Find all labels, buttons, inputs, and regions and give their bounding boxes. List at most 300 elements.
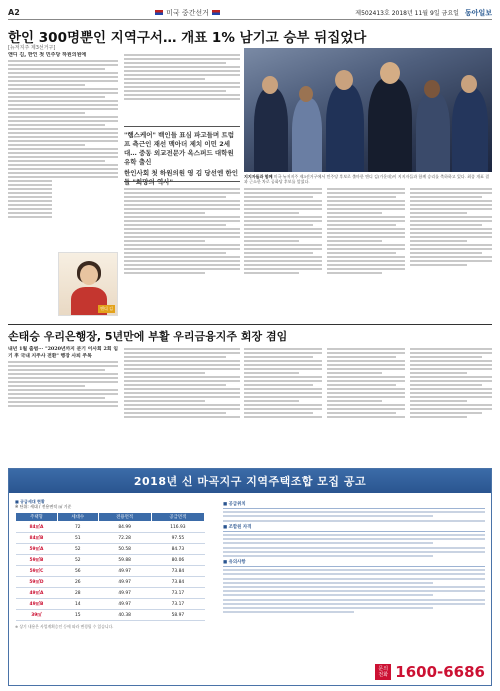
supply-table <box>15 512 205 621</box>
text-line <box>8 369 105 371</box>
text-line <box>244 372 299 374</box>
text-line <box>244 396 322 398</box>
text-line <box>8 212 52 214</box>
text-line <box>124 74 240 76</box>
table-cell: 84.73 <box>151 544 204 555</box>
table-cell: 80.06 <box>151 555 204 566</box>
text-line <box>244 388 322 390</box>
article-body-column <box>410 186 492 322</box>
text-line <box>327 372 382 374</box>
text-line <box>223 573 485 575</box>
text-line <box>244 360 322 362</box>
text-line <box>124 58 240 60</box>
text-line <box>8 152 118 154</box>
text-line <box>8 216 52 218</box>
text-line <box>327 392 405 394</box>
text-line <box>327 212 382 214</box>
text-line <box>244 252 313 254</box>
table-cell: 59㎡C <box>16 566 58 577</box>
text-line <box>244 272 299 274</box>
text-line <box>244 240 299 242</box>
text-line <box>8 100 118 102</box>
text-line <box>223 590 485 592</box>
section-label: 미국 중간선거 <box>155 8 220 18</box>
text-line <box>410 412 482 414</box>
text-line <box>124 408 240 410</box>
text-line <box>124 416 240 418</box>
table-cell: 116.93 <box>151 522 204 533</box>
text-line <box>327 416 405 418</box>
text-line <box>124 62 226 64</box>
text-line <box>410 212 467 214</box>
text-line <box>244 228 322 230</box>
text-line <box>124 192 240 194</box>
text-line <box>124 86 240 88</box>
text-line <box>223 555 433 557</box>
text-line <box>327 360 405 362</box>
table-cell: 84.99 <box>98 522 151 533</box>
text-line <box>124 66 240 68</box>
text-line <box>244 212 299 214</box>
text-line <box>8 104 118 106</box>
text-line <box>244 352 322 354</box>
text-line <box>223 578 485 580</box>
article-body-column <box>410 346 492 462</box>
text-line <box>8 156 118 158</box>
table-cell: 59㎡A <box>16 544 58 555</box>
text-line <box>244 256 322 258</box>
text-line <box>8 64 118 66</box>
table-cell: 49.97 <box>98 599 151 610</box>
text-line <box>124 200 240 202</box>
text-line <box>410 404 492 406</box>
text-line <box>244 368 322 370</box>
text-line <box>124 368 240 370</box>
text-line <box>8 112 85 114</box>
text-line <box>410 384 482 386</box>
text-line <box>124 380 240 382</box>
text-line <box>8 164 118 166</box>
text-line <box>124 188 240 190</box>
text-line <box>124 260 240 262</box>
text-line <box>410 244 492 246</box>
text-line <box>327 224 396 226</box>
page-header <box>8 6 492 20</box>
text-line <box>244 220 322 222</box>
text-line <box>244 268 322 270</box>
text-line <box>327 260 405 262</box>
text-line <box>8 140 118 142</box>
section-divider <box>8 324 492 325</box>
text-line <box>124 376 240 378</box>
text-line <box>124 90 226 92</box>
text-line <box>8 128 118 130</box>
text-line <box>244 348 322 350</box>
article-lead: 내년 1월 출범··· "2020년까지 분기 이사회 2회 임기 후 국내 지주사 전환" 행장 사퇴 주목 <box>8 346 118 359</box>
text-line <box>124 348 240 350</box>
text-line <box>124 204 240 206</box>
text-line <box>8 373 118 375</box>
text-line <box>410 416 467 418</box>
text-line <box>124 248 240 250</box>
table-cell: 59㎡B <box>16 555 58 566</box>
text-line <box>8 84 85 86</box>
text-line <box>410 376 492 378</box>
portrait-photo <box>58 252 118 316</box>
text-line <box>244 356 313 358</box>
text-line <box>327 400 382 402</box>
pull-quote: "햄스케어" 백인들 표심 파고들며 트럼프 측근인 재선 맥아더 제치 이민 2세대… 중동 외교전문가 옥스퍼드 대학원 유학 출신 한인사회 첫 하원의원 영 김 당선엔 한인들 "희망의 역사" <box>124 126 240 182</box>
text-line <box>327 368 405 370</box>
text-line <box>223 569 485 571</box>
article-body-column <box>8 346 118 462</box>
text-line <box>410 196 482 198</box>
article-body-column <box>327 346 405 462</box>
text-line <box>124 252 226 254</box>
text-line <box>410 256 492 258</box>
table-cell: 49㎡A <box>16 588 58 599</box>
text-line <box>244 224 313 226</box>
text-line <box>327 252 396 254</box>
text-line <box>244 400 299 402</box>
text-line <box>244 244 322 246</box>
us-flag-icon <box>155 10 163 15</box>
text-line <box>124 384 226 386</box>
table-cell: 49.97 <box>98 577 151 588</box>
text-line <box>124 98 240 100</box>
table-cell: 49.97 <box>98 566 151 577</box>
text-line <box>124 78 205 80</box>
table-cell: 73.17 <box>151 599 204 610</box>
rally-photo <box>244 48 492 172</box>
text-line <box>223 586 485 588</box>
text-line <box>8 385 85 387</box>
text-line <box>327 256 405 258</box>
text-line <box>8 80 118 82</box>
text-line <box>244 208 322 210</box>
text-line <box>410 188 492 190</box>
text-line <box>8 88 118 90</box>
text-line <box>8 144 85 146</box>
text-line <box>410 392 492 394</box>
text-line <box>124 228 240 230</box>
text-line <box>8 377 118 379</box>
text-line <box>223 582 433 584</box>
text-line <box>8 116 118 118</box>
table-cell: 14 <box>57 599 98 610</box>
text-line <box>410 232 492 234</box>
text-line <box>8 136 118 138</box>
text-line <box>410 260 492 262</box>
text-line <box>410 408 492 410</box>
text-line <box>244 416 322 418</box>
table-cell: 84㎡B <box>16 533 58 544</box>
ad-footnote: ※ 상기 내용은 사업계획승인 등에 따라 변경될 수 있습니다. <box>15 624 114 629</box>
text-line <box>327 404 405 406</box>
text-line <box>327 408 405 410</box>
table-row <box>16 555 205 566</box>
table-row <box>16 566 205 577</box>
contact-phone <box>375 663 485 681</box>
text-line <box>244 200 322 202</box>
newspaper-logo: 동아일보 <box>464 8 492 17</box>
table-cell: 56 <box>57 566 98 577</box>
text-line <box>327 220 405 222</box>
text-line <box>327 216 405 218</box>
table-header: 세대수 <box>57 513 98 522</box>
text-line <box>223 607 433 609</box>
text-line <box>327 412 396 414</box>
text-line <box>124 272 205 274</box>
table-cell: 40.38 <box>98 610 151 621</box>
text-line <box>124 216 240 218</box>
housing-advertisement <box>8 468 492 686</box>
text-line <box>327 384 396 386</box>
text-line <box>223 594 433 596</box>
text-line <box>410 228 492 230</box>
text-line <box>223 515 433 517</box>
text-line <box>124 240 205 242</box>
article-body-column <box>244 186 322 322</box>
text-line <box>124 264 240 266</box>
text-line <box>8 381 118 383</box>
text-line <box>223 534 485 536</box>
text-line <box>410 348 492 350</box>
article-body-column <box>124 52 240 122</box>
text-line <box>8 397 105 399</box>
text-line <box>410 208 492 210</box>
table-cell: 72 <box>57 522 98 533</box>
text-line <box>410 356 482 358</box>
text-line <box>410 248 492 250</box>
text-line <box>8 124 105 126</box>
text-line <box>410 380 492 382</box>
ad-supply-table-section: ■ 공급세대 현황 ※ 단위: 세대 / 전용면적 ㎡ 기준 주택형 세대수 전용면적 공급면적 84㎡A 72 84.99 116.93 84㎡B 51 72.28 97.55 59㎡A 52 50.58 84.73 59㎡B 52 59.88 80.06 59㎡C 56 49.97 73.84 59㎡D 26 49.97 73.84 49㎡A 28 49.97 73.17 49㎡B 14 49.97 73.17 39㎡ 15 40.38 58.97 ※ 상기 내용은 사업계획승인 등에 따라 변경될 수 있습니다. <box>15 499 215 629</box>
article-body-column <box>244 346 322 462</box>
text-line <box>244 264 322 266</box>
text-line <box>244 408 322 410</box>
text-line <box>8 132 118 134</box>
text-line <box>327 236 405 238</box>
text-line <box>244 260 322 262</box>
text-line <box>8 192 52 194</box>
text-line <box>327 228 405 230</box>
ad-details-section: ■ 공급위치 ■ 조합원 자격 ■ 유의사항 <box>223 499 485 615</box>
text-line <box>124 212 205 214</box>
portrait-name-tag: 앤디 김 <box>100 306 113 311</box>
text-line <box>124 236 240 238</box>
us-flag-icon <box>212 10 220 15</box>
table-cell: 59㎡D <box>16 577 58 588</box>
table-cell: 51 <box>57 533 98 544</box>
table-cell: 15 <box>57 610 98 621</box>
text-line <box>124 208 240 210</box>
text-line <box>327 272 382 274</box>
text-line <box>8 148 118 150</box>
text-line <box>327 200 405 202</box>
text-line <box>124 352 240 354</box>
text-line <box>327 264 405 266</box>
text-line <box>223 551 485 553</box>
text-line <box>327 380 405 382</box>
text-line <box>8 208 52 210</box>
text-line <box>8 92 118 94</box>
photo-caption: 지지자들과 함께 미국 뉴저지주 제3선거구에서 민주당 후보로 출마한 앤디 김(가운데)이 지지자들과 함께 승리를 축하하고 있다. 최종 개표 결과 근소한 차로 공화당 후보를 앞섰다. <box>244 174 490 184</box>
text-line <box>327 192 405 194</box>
text-line <box>8 176 118 178</box>
table-row <box>16 533 205 544</box>
text-line <box>327 240 382 242</box>
text-line <box>327 244 405 246</box>
table-cell: 97.55 <box>151 533 204 544</box>
text-line <box>8 96 105 98</box>
text-line <box>410 216 492 218</box>
table-header: 주택형 <box>16 513 58 522</box>
table-header: 공급면적 <box>151 513 204 522</box>
phone-label: 문의 전화 <box>375 664 391 680</box>
text-line <box>244 248 322 250</box>
text-line <box>8 160 105 162</box>
text-line <box>410 204 492 206</box>
table-cell: 49.97 <box>98 588 151 599</box>
text-line <box>124 94 240 96</box>
article-byline: 앤디 김, 한인 첫 민주당 하원의원에 <box>8 52 87 58</box>
article-body-column <box>124 186 240 322</box>
text-line <box>124 360 240 362</box>
text-line <box>223 603 485 605</box>
text-line <box>410 372 467 374</box>
text-line <box>244 216 322 218</box>
main-headline: 한인 300명뿐인 지역구서… 개표 1% 남기고 승부 뒤집었다 <box>8 30 367 46</box>
text-line <box>124 220 240 222</box>
text-line <box>8 72 118 74</box>
text-line <box>410 252 482 254</box>
text-line <box>124 82 240 84</box>
article-body-column <box>124 346 240 462</box>
table-cell: 52 <box>57 544 98 555</box>
text-line <box>410 368 492 370</box>
text-line <box>244 392 322 394</box>
text-line <box>410 236 492 238</box>
text-line <box>223 599 485 601</box>
text-line <box>410 200 492 202</box>
text-line <box>124 364 240 366</box>
text-line <box>8 172 118 174</box>
text-line <box>8 168 118 170</box>
text-line <box>8 68 105 70</box>
text-line <box>327 376 405 378</box>
text-line <box>124 244 240 246</box>
text-line <box>410 220 492 222</box>
text-line <box>327 348 405 350</box>
text-line <box>410 224 482 226</box>
text-line <box>410 396 492 398</box>
text-line <box>8 204 52 206</box>
text-line <box>244 236 322 238</box>
text-line <box>8 180 52 182</box>
text-line <box>327 208 405 210</box>
text-line <box>8 196 52 198</box>
text-line <box>410 352 492 354</box>
text-line <box>327 388 405 390</box>
text-line <box>410 400 467 402</box>
text-line <box>8 389 118 391</box>
text-line <box>244 196 313 198</box>
table-cell: 39㎡ <box>16 610 58 621</box>
text-line <box>8 184 52 186</box>
text-line <box>327 364 405 366</box>
text-line <box>244 364 322 366</box>
text-line <box>8 361 118 363</box>
text-line <box>124 196 226 198</box>
text-line <box>223 511 485 513</box>
table-row <box>16 577 205 588</box>
text-line <box>327 268 405 270</box>
text-line <box>124 400 205 402</box>
text-line <box>327 204 405 206</box>
table-row <box>16 610 205 621</box>
text-line <box>124 256 240 258</box>
text-line <box>327 248 405 250</box>
text-line <box>327 356 396 358</box>
text-line <box>8 365 118 367</box>
text-line <box>124 392 240 394</box>
text-line <box>124 372 205 374</box>
text-line <box>244 192 322 194</box>
subheadline: [뉴저지주 제3선거구] <box>8 45 56 51</box>
text-line <box>223 547 485 549</box>
table-cell: 72.28 <box>98 533 151 544</box>
text-line <box>244 380 322 382</box>
second-headline: 손태승 우리은행장, 5년만에 부활 우리금융지주 회장 겸임 <box>8 330 288 343</box>
text-line <box>8 108 118 110</box>
text-line <box>8 120 118 122</box>
ad-banner: 2018년 신 마곡지구 지역주택조합 모집 공고 <box>9 469 491 493</box>
text-line <box>8 405 118 407</box>
text-line <box>124 70 240 72</box>
table-cell: 58.97 <box>151 610 204 621</box>
issue-info: 제502413호 2018년 11월 9일 금요일 <box>355 10 459 17</box>
text-line <box>124 356 226 358</box>
text-line <box>124 412 226 414</box>
text-line <box>410 192 492 194</box>
table-cell: 59.88 <box>98 555 151 566</box>
text-line <box>244 204 322 206</box>
text-line <box>327 196 396 198</box>
text-line <box>410 240 467 242</box>
table-row <box>16 544 205 555</box>
text-line <box>223 611 354 613</box>
table-row <box>16 588 205 599</box>
text-line <box>327 352 405 354</box>
text-line <box>8 393 118 395</box>
table-cell: 84㎡A <box>16 522 58 533</box>
text-line <box>124 396 240 398</box>
text-line <box>124 224 226 226</box>
text-line <box>8 200 52 202</box>
text-line <box>244 404 322 406</box>
text-line <box>327 232 405 234</box>
text-line <box>244 188 322 190</box>
text-line <box>223 542 433 544</box>
table-cell: 73.84 <box>151 566 204 577</box>
text-line <box>8 60 118 62</box>
page-number: A2 <box>8 8 20 17</box>
table-row <box>16 522 205 533</box>
text-line <box>223 520 485 522</box>
text-line <box>410 388 492 390</box>
text-line <box>327 396 405 398</box>
